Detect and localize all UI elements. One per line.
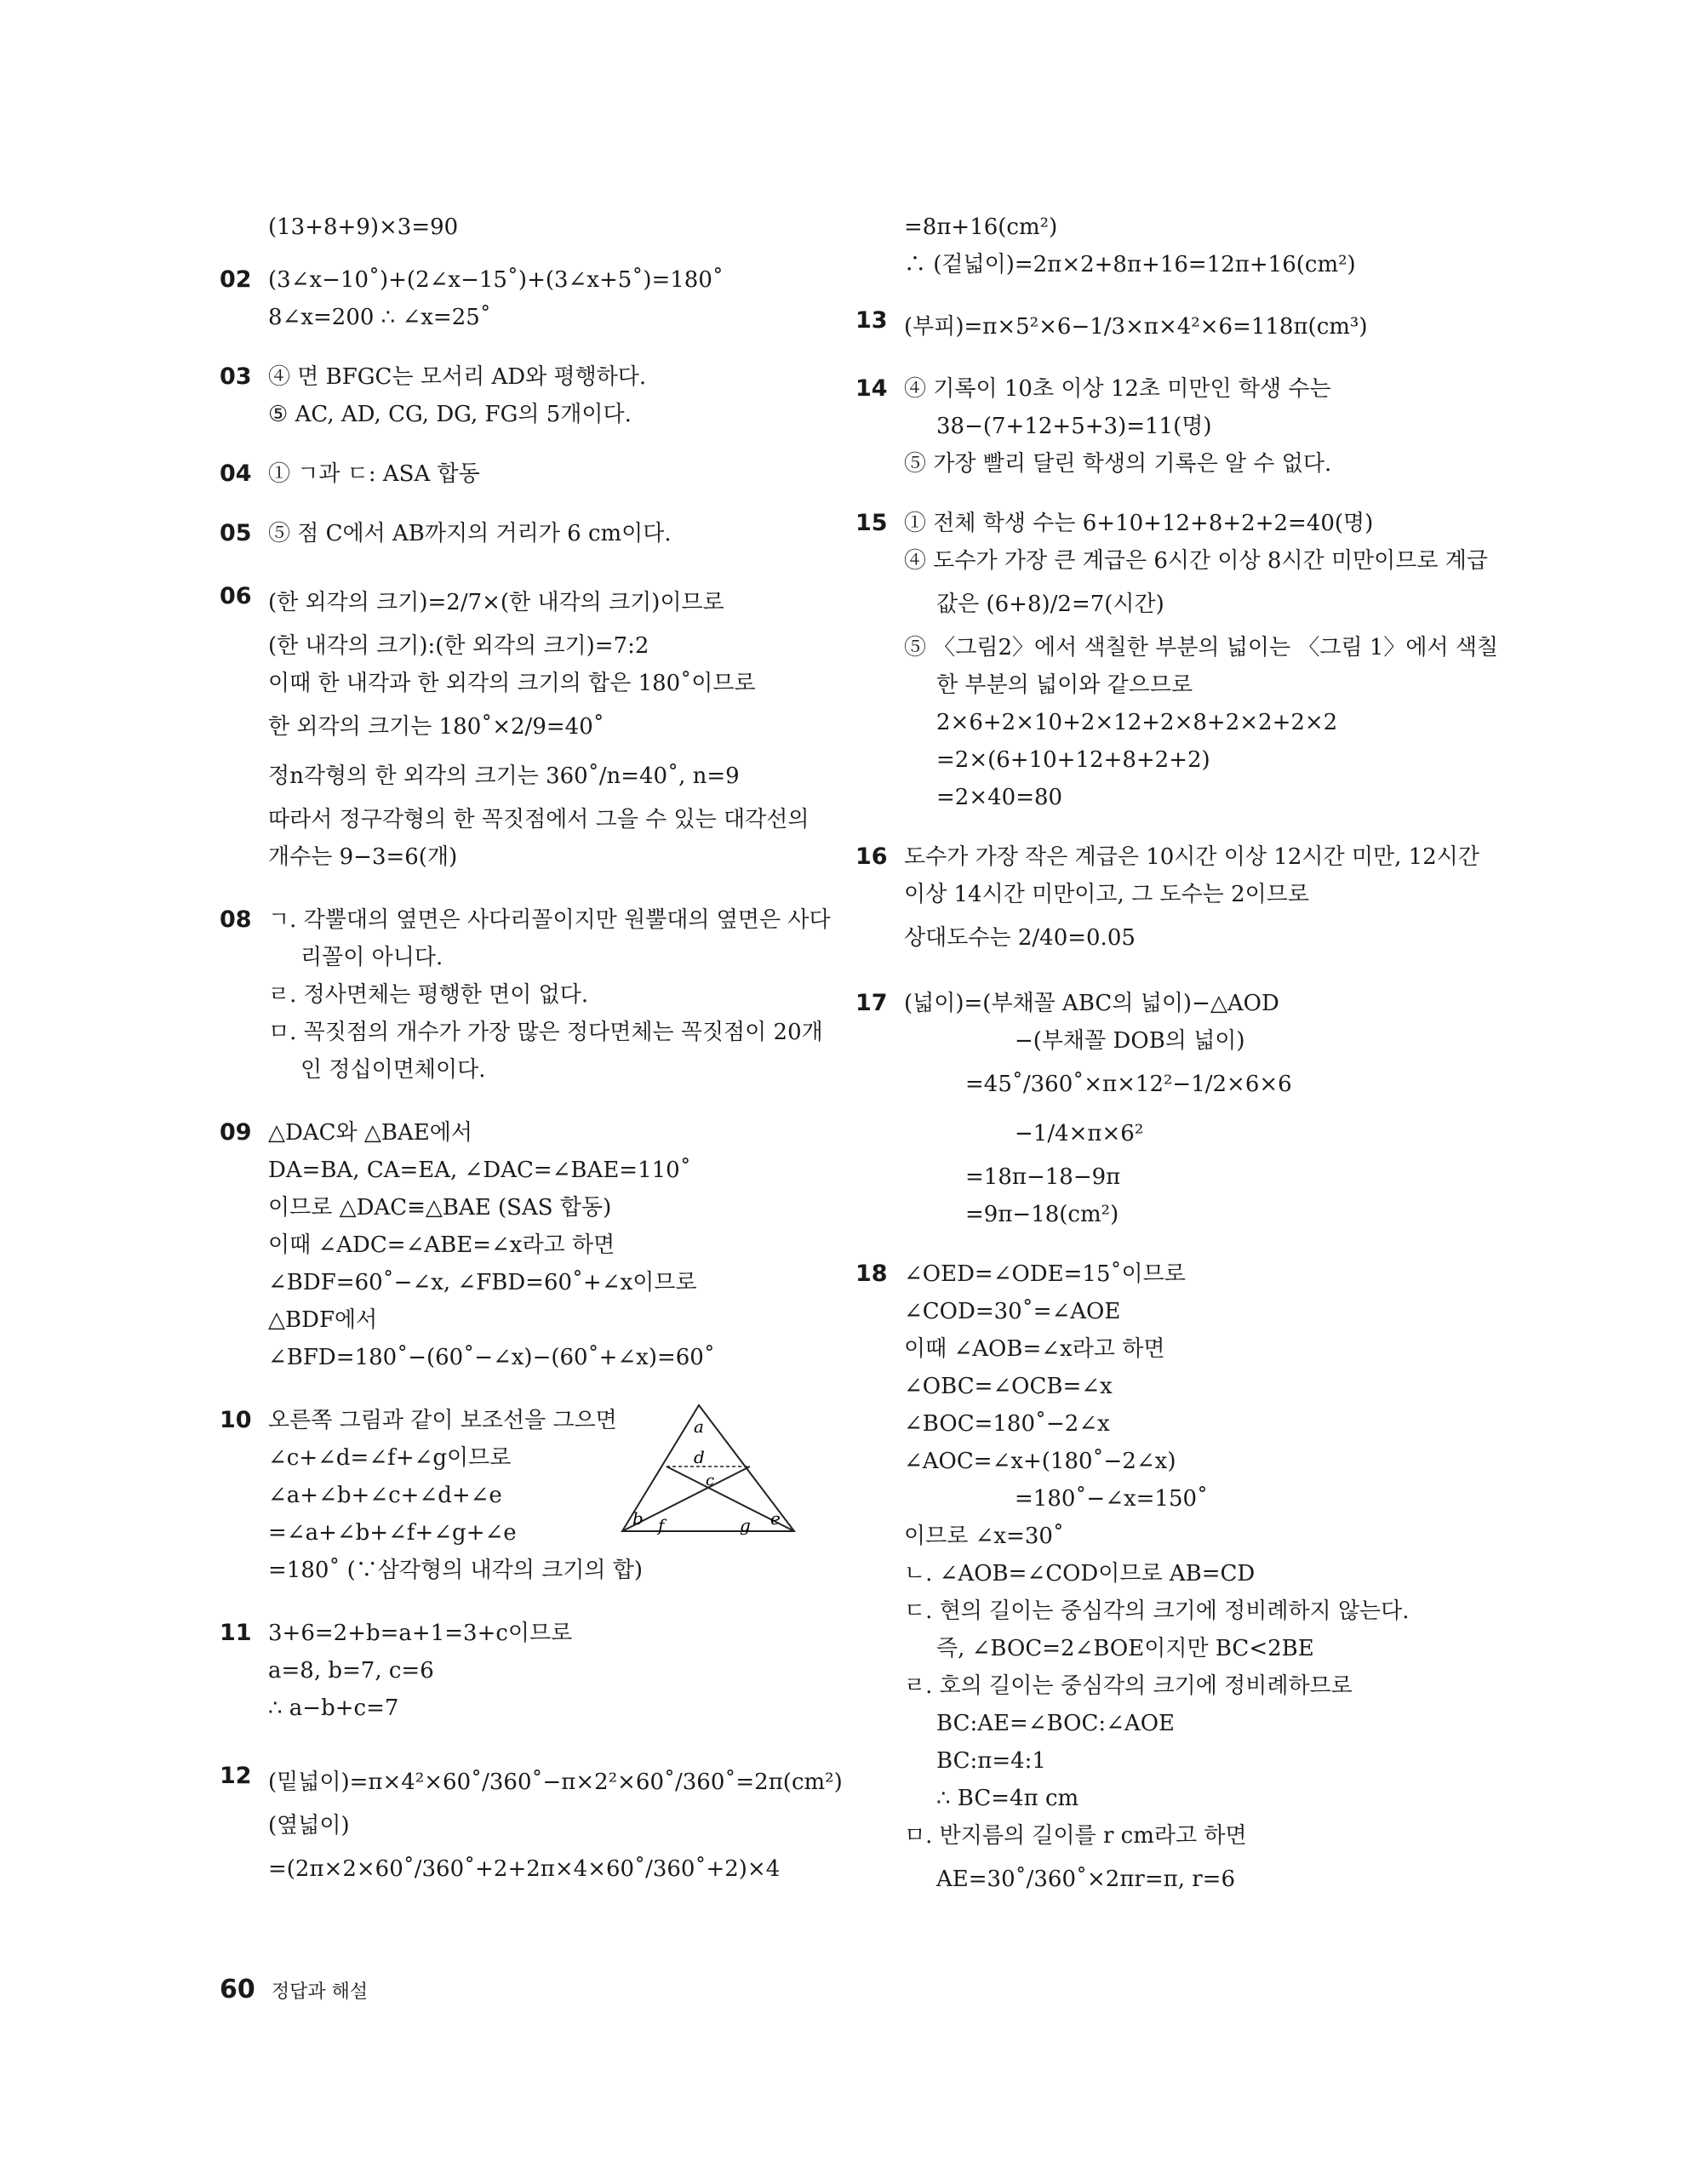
solution-line: (3∠x−10˚)+(2∠x−15˚)+(3∠x+5˚)=180˚ [268,267,724,293]
solution-line: (넓이)=(부채꼴 ABC의 넓이)−△AOD [904,991,1279,1016]
solution-line: ㄷ. 현의 길이는 중심각의 크기에 정비례하지 않는다. [904,1598,1410,1624]
solution-line: 즉, ∠BOC=2∠BOE이지만 BC<2BE [936,1636,1314,1661]
solution-lines [904,209,1451,283]
solution-line: ㅁ. 꼭짓점의 개수가 가장 많은 정다면체는 꼭짓점이 20개 [268,1020,823,1045]
solution-line: a=8, b=7, c=6 [268,1658,434,1684]
problem-09 [220,1114,807,1376]
solution-line: 38−(7+12+5+3)=11(명) [936,414,1212,439]
solution-line: 이므로 △DAC≡△BAE (SAS 합동) [268,1195,612,1221]
solution-lines [904,302,1451,352]
solution-line: 한 외각의 크기는 180˚×2/9=40˚ [268,714,604,740]
solution-line: ∠BFD=180˚−(60˚−∠x)−(60˚+∠x)=60˚ [268,1345,715,1370]
problem-number: 02 [220,266,252,293]
problem-number: 05 [220,520,252,546]
solution-line: −(부채꼴 DOB의 넓이) [1015,1028,1245,1054]
problem-number: 06 [220,583,252,609]
label-e: e [770,1508,781,1529]
solution-line: ∴ (겉넓이)=2π×2+8π+16=12π+16(cm²) [904,252,1356,277]
solution-line: =180˚ (∵삼각형의 내각의 크기의 합) [268,1558,644,1583]
solution-line: △BDF에서 [268,1307,378,1333]
solution-line: ㄹ. 호의 길이는 중심각의 크기에 정비례하므로 [904,1673,1353,1699]
solution-line: =8π+16(cm²) [904,214,1058,240]
solution-line: (13+8+9)×3=90 [268,214,459,240]
footer-label: 정답과 해설 [271,1981,369,2003]
solution-line: ① 전체 학생 수는 6+10+12+8+2+2=40(명) [904,511,1374,536]
problem-number: 04 [220,460,252,487]
problem-number: 16 [855,843,888,870]
solution-line: 8∠x=200 ∴ ∠x=25˚ [268,305,491,330]
right-column [855,209,1499,1904]
solution-line: =(2π×2×60˚/360˚+2+2π×4×60˚/360˚+2)×4 [268,1856,781,1882]
problem-number: 10 [220,1407,252,1433]
solution-line: BC:AE=∠BOC:∠AOE [936,1711,1175,1736]
label-f: f [658,1515,665,1535]
solution-lines [268,1114,807,1376]
solution-line: 상대도수는 2/40=0.05 [904,925,1136,951]
problem-number: 12 [220,1763,252,1789]
solution-line: ∴ a−b+c=7 [268,1695,399,1721]
page-footer [220,1975,368,2004]
solution-line: =18π−18−9π [965,1164,1121,1190]
solution-lines [268,209,807,246]
solution-line: =2×40=80 [936,785,1063,810]
label-d: d [694,1447,705,1467]
solution-line: ① ㄱ과 ㄷ: ASA 합동 [268,461,480,487]
left-column [220,209,843,1894]
solution-line: =∠a+∠b+∠f+∠g+∠e [268,1520,517,1546]
solution-lines [268,1615,807,1727]
problem-number: 15 [855,510,888,536]
solution-line: 따라서 정구각형의 한 꼭짓점에서 그을 수 있는 대각선의 [268,807,810,832]
solution-line: ∠BDF=60˚−∠x, ∠FBD=60˚+∠x이므로 [268,1270,697,1295]
solution-line: ⑤ AC, AD, CG, DG, FG의 5개이다. [268,402,632,427]
problem-06 [220,578,810,876]
solution-line: 이상 14시간 미만이고, 그 도수는 2이므로 [904,882,1309,907]
solution-line: ∠BOC=180˚−2∠x [904,1411,1110,1437]
problem-number: 08 [220,906,252,933]
triangle-figure [614,1397,801,1541]
solution-lines [268,515,807,552]
solution-line: ⑤ 〈그림2〉에서 색칠한 부분의 넓이는 〈그림 1〉에서 색칠 [904,635,1499,660]
solution-line: 한 부분의 넓이와 같으므로 [936,672,1193,698]
solution-line: 인 정십이면체이다. [300,1057,486,1083]
solution-line: ∠AOC=∠x+(180˚−2∠x) [904,1449,1176,1474]
solution-line: 이때 ∠AOB=∠x라고 하면 [904,1336,1165,1362]
solution-lines [904,505,1499,816]
solution-line: ㄱ. 각뿔대의 옆면은 사다리꼴이지만 원뿔대의 옆면은 사다 [268,907,831,933]
solution-line: ⑤ 점 C에서 AB까지의 거리가 6 cm이다. [268,521,672,546]
solution-line: ④ 면 BFGC는 모서리 AD와 평행하다. [268,364,647,390]
solution-line: ∠c+∠d=∠f+∠g이므로 [268,1445,512,1471]
problem-14 [855,370,1451,483]
solution-line: =45˚/360˚×π×12²−1/2×6×6 [965,1072,1292,1097]
problem-cont [220,209,807,246]
solution-line: ∠OBC=∠OCB=∠x [904,1374,1113,1399]
solution-line: ④ 기록이 10초 이상 12초 미만인 학생 수는 [904,376,1331,402]
solution-line: 개수는 9−3=6(개) [268,844,458,870]
solution-lines [904,1255,1451,1904]
problem-10 [220,1402,807,1589]
problem-03 [220,358,807,433]
problem-cont [855,209,1451,283]
solution-line: BC:π=4:1 [936,1748,1046,1774]
problem-18 [855,1255,1451,1904]
problem-number: 09 [220,1119,252,1146]
solution-line: ㄹ. 정사면체는 평행한 면이 없다. [268,982,589,1008]
solution-line: 이므로 ∠x=30˚ [904,1524,1064,1549]
triangle-outline [622,1405,794,1531]
solution-lines [268,1758,843,1894]
solution-line: (부피)=π×5²×6−1/3×π×4²×6=118π(cm³) [904,314,1368,340]
solution-line: ∴ BC=4π cm [936,1786,1079,1811]
solution-line: ∠OED=∠ODE=15˚이므로 [904,1261,1186,1287]
label-g: g [740,1515,751,1535]
solution-line: 리꼴이 아니다. [300,945,443,970]
solution-line: △DAC와 △BAE에서 [268,1120,472,1146]
problem-17 [855,985,1451,1233]
solution-line: ⑤ 가장 빨리 달린 학생의 기록은 알 수 없다. [904,451,1332,477]
label-b: b [632,1508,644,1529]
problem-11 [220,1615,807,1727]
solution-lines [268,261,807,336]
label-a: a [694,1416,704,1437]
solution-line: AE=30˚/360˚×2πr=π, r=6 [936,1867,1236,1892]
problem-02 [220,261,807,336]
solution-line: ∠COD=30˚=∠AOE [904,1299,1121,1324]
problem-15 [855,505,1499,816]
problem-number: 03 [220,363,252,390]
solution-line: 이때 ∠ADC=∠ABE=∠x라고 하면 [268,1232,615,1258]
problem-16 [855,838,1479,963]
problem-12 [220,1758,843,1894]
solution-line: ㄴ. ∠AOB=∠COD이므로 AB=CD [904,1561,1256,1587]
solution-lines [904,985,1451,1233]
problem-number: 11 [220,1620,252,1646]
page-number: 60 [220,1975,255,2004]
problem-number: 14 [855,375,888,402]
solution-line: 정n각형의 한 외각의 크기는 360˚/n=40˚, n=9 [268,763,740,789]
solution-line: (밑넓이)=π×4²×60˚/360˚−π×2²×60˚/360˚=2π(cm²) [268,1769,843,1795]
problem-05 [220,515,807,552]
solution-line: =2×(6+10+12+8+2+2) [936,747,1210,773]
solution-line: ∠a+∠b+∠c+∠d+∠e [268,1483,502,1508]
solution-lines [904,370,1451,483]
label-c: c [706,1472,715,1489]
solution-line: 도수가 가장 작은 계급은 10시간 이상 12시간 미만, 12시간 [904,844,1479,870]
solution-line: (옆넓이) [268,1813,350,1838]
solution-line: =180˚−∠x=150˚ [1015,1486,1209,1512]
problem-13 [855,302,1451,352]
solution-line: 이때 한 내각과 한 외각의 크기의 합은 180˚이므로 [268,671,756,696]
problem-number: 17 [855,990,888,1016]
solution-line: ㅁ. 반지름의 길이를 r cm라고 하면 [904,1823,1247,1849]
solution-lines [268,358,807,433]
problem-number: 13 [855,307,888,334]
solution-line: =9π−18(cm²) [965,1202,1119,1227]
solution-line: −1/4×π×6² [1015,1121,1144,1146]
solution-line: ④ 도수가 가장 큰 계급은 6시간 이상 8시간 미만이므로 계급 [904,548,1489,574]
solution-line: 오른쪽 그림과 같이 보조선을 그으면 [268,1408,617,1433]
solution-line: 2×6+2×10+2×12+2×8+2×2+2×2 [936,710,1338,735]
solution-lines [268,578,810,876]
problem-number: 18 [855,1261,888,1287]
solution-line: (한 내각의 크기):(한 외각의 크기)=7:2 [268,633,649,659]
solution-line: DA=BA, CA=EA, ∠DAC=∠BAE=110˚ [268,1158,691,1183]
problem-08 [220,901,831,1089]
solution-line: 3+6=2+b=a+1=3+c이므로 [268,1621,573,1646]
solution-lines [904,838,1479,963]
solution-line: 값은 (6+8)/2=7(시간) [936,592,1164,617]
solution-lines [268,901,831,1089]
problem-04 [220,455,807,493]
solution-lines [268,455,807,493]
solution-line: (한 외각의 크기)=2/7×(한 내각의 크기)이므로 [268,590,724,615]
